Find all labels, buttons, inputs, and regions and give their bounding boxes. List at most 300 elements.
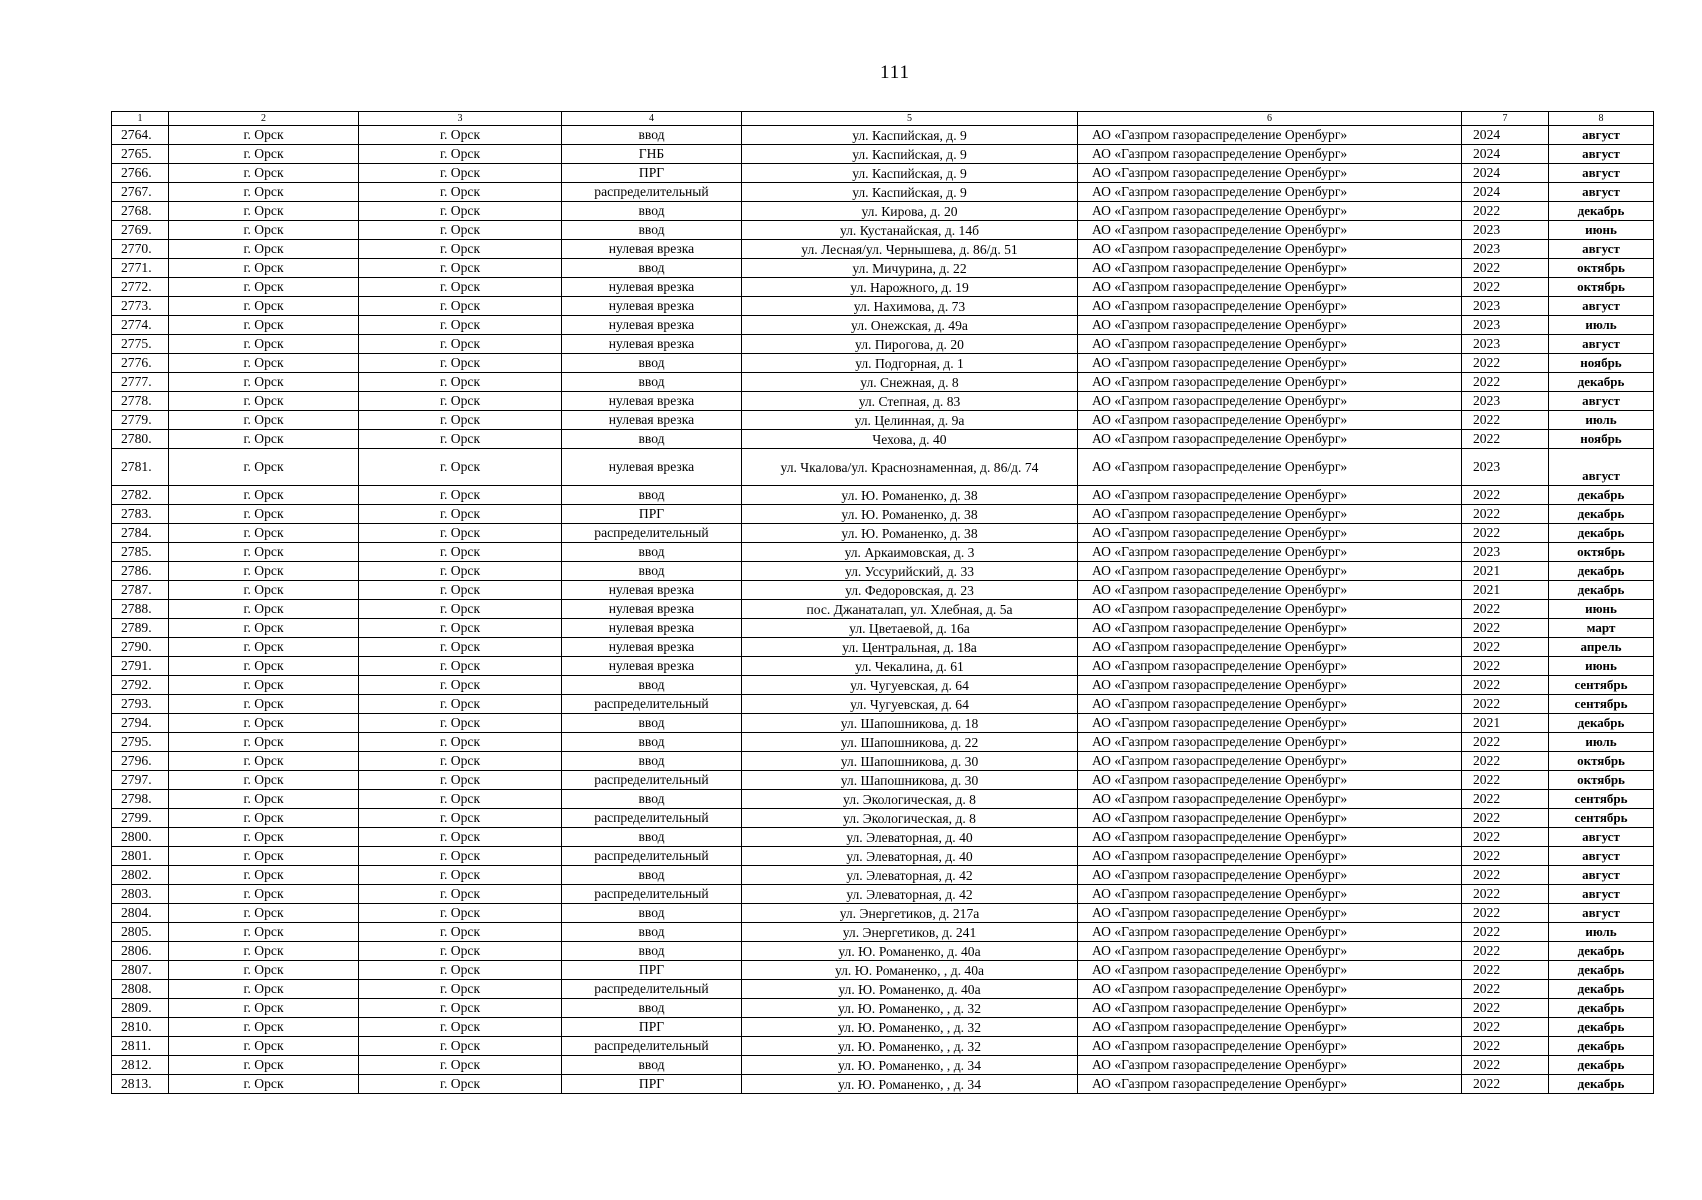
cell-month: октябрь: [1549, 771, 1654, 790]
cell-municipality: г. Орск: [169, 392, 359, 411]
cell-number: 2769.: [112, 221, 169, 240]
cell-month: декабрь: [1549, 524, 1654, 543]
cell-address: ул. Кустанайская, д. 14б: [742, 221, 1078, 240]
cell-number: 2766.: [112, 164, 169, 183]
cell-year: 2021: [1462, 562, 1549, 581]
cell-work-type: распределительный: [562, 183, 742, 202]
cell-work-type: ввод: [562, 486, 742, 505]
cell-organization: АО «Газпром газораспределение Оренбург»: [1078, 202, 1462, 221]
cell-address: ул. Пирогова, д. 20: [742, 335, 1078, 354]
cell-year: 2022: [1462, 1056, 1549, 1075]
cell-work-type: ввод: [562, 904, 742, 923]
cell-year: 2024: [1462, 183, 1549, 202]
cell-year: 2022: [1462, 486, 1549, 505]
cell-address: ул. Ю. Романенко, д. 40а: [742, 942, 1078, 961]
cell-municipality: г. Орск: [169, 316, 359, 335]
cell-address: ул. Чкалова/ул. Краснознаменная, д. 86/д. 74: [742, 449, 1078, 486]
cell-address: ул. Подгорная, д. 1: [742, 354, 1078, 373]
cell-address: ул. Энергетиков, д. 241: [742, 923, 1078, 942]
cell-municipality: г. Орск: [169, 183, 359, 202]
cell-work-type: ввод: [562, 202, 742, 221]
cell-municipality: г. Орск: [169, 524, 359, 543]
cell-address: ул. Чекалина, д. 61: [742, 657, 1078, 676]
cell-year: 2022: [1462, 619, 1549, 638]
cell-settlement: г. Орск: [359, 733, 562, 752]
cell-work-type: ввод: [562, 866, 742, 885]
cell-work-type: распределительный: [562, 980, 742, 999]
cell-settlement: г. Орск: [359, 619, 562, 638]
cell-month: декабрь: [1549, 581, 1654, 600]
cell-number: 2779.: [112, 411, 169, 430]
cell-month: декабрь: [1549, 202, 1654, 221]
cell-number: 2806.: [112, 942, 169, 961]
cell-settlement: г. Орск: [359, 1056, 562, 1075]
cell-number: 2793.: [112, 695, 169, 714]
table-row: [112, 316, 1654, 335]
cell-municipality: г. Орск: [169, 961, 359, 980]
table-row: [112, 904, 1654, 923]
cell-work-type: нулевая врезка: [562, 278, 742, 297]
cell-year: 2024: [1462, 164, 1549, 183]
table-row: [112, 828, 1654, 847]
table-row: [112, 695, 1654, 714]
cell-work-type: нулевая врезка: [562, 449, 742, 486]
cell-settlement: г. Орск: [359, 335, 562, 354]
cell-organization: АО «Газпром газораспределение Оренбург»: [1078, 676, 1462, 695]
table-row: [112, 183, 1654, 202]
table-row: [112, 562, 1654, 581]
table-row: [112, 866, 1654, 885]
cell-municipality: г. Орск: [169, 771, 359, 790]
cell-settlement: г. Орск: [359, 676, 562, 695]
cell-month: сентябрь: [1549, 676, 1654, 695]
cell-settlement: г. Орск: [359, 373, 562, 392]
cell-work-type: ПРГ: [562, 505, 742, 524]
cell-month: июнь: [1549, 657, 1654, 676]
cell-organization: АО «Газпром газораспределение Оренбург»: [1078, 449, 1462, 486]
cell-settlement: г. Орск: [359, 961, 562, 980]
cell-settlement: г. Орск: [359, 866, 562, 885]
cell-organization: АО «Газпром газораспределение Оренбург»: [1078, 714, 1462, 733]
cell-number: 2767.: [112, 183, 169, 202]
cell-month: август: [1549, 885, 1654, 904]
cell-municipality: г. Орск: [169, 866, 359, 885]
cell-organization: АО «Газпром газораспределение Оренбург»: [1078, 999, 1462, 1018]
cell-number: 2795.: [112, 733, 169, 752]
cell-organization: АО «Газпром газораспределение Оренбург»: [1078, 183, 1462, 202]
cell-work-type: ввод: [562, 543, 742, 562]
cell-municipality: г. Орск: [169, 505, 359, 524]
cell-work-type: распределительный: [562, 1037, 742, 1056]
table-row: [112, 411, 1654, 430]
cell-year: 2023: [1462, 221, 1549, 240]
cell-settlement: г. Орск: [359, 202, 562, 221]
cell-address: Чехова, д. 40: [742, 430, 1078, 449]
table-body: [112, 126, 1654, 1094]
cell-year: 2022: [1462, 828, 1549, 847]
cell-year: 2022: [1462, 942, 1549, 961]
cell-month: август: [1549, 240, 1654, 259]
cell-year: 2022: [1462, 1075, 1549, 1094]
cell-address: ул. Центральная, д. 18а: [742, 638, 1078, 657]
cell-year: 2023: [1462, 449, 1549, 486]
cell-address: ул. Ю. Романенко, , д. 40а: [742, 961, 1078, 980]
cell-settlement: г. Орск: [359, 828, 562, 847]
cell-organization: АО «Газпром газораспределение Оренбург»: [1078, 1075, 1462, 1094]
cell-month: декабрь: [1549, 999, 1654, 1018]
cell-month: август: [1549, 847, 1654, 866]
page-number: 111: [879, 62, 911, 83]
table-row: [112, 961, 1654, 980]
cell-municipality: г. Орск: [169, 543, 359, 562]
cell-address: ул. Мичурина, д. 22: [742, 259, 1078, 278]
cell-address: ул. Ю. Романенко, д. 38: [742, 486, 1078, 505]
cell-work-type: ввод: [562, 733, 742, 752]
cell-address: ул. Экологическая, д. 8: [742, 809, 1078, 828]
table-row: [112, 449, 1654, 486]
cell-number: 2809.: [112, 999, 169, 1018]
cell-year: 2022: [1462, 771, 1549, 790]
cell-month: октябрь: [1549, 543, 1654, 562]
table-row: [112, 885, 1654, 904]
cell-number: 2812.: [112, 1056, 169, 1075]
cell-organization: АО «Газпром газораспределение Оренбург»: [1078, 847, 1462, 866]
cell-work-type: ввод: [562, 373, 742, 392]
cell-municipality: г. Орск: [169, 297, 359, 316]
cell-organization: АО «Газпром газораспределение Оренбург»: [1078, 1018, 1462, 1037]
cell-organization: АО «Газпром газораспределение Оренбург»: [1078, 430, 1462, 449]
cell-year: 2022: [1462, 1018, 1549, 1037]
table-row: [112, 733, 1654, 752]
cell-municipality: г. Орск: [169, 1056, 359, 1075]
table-row: [112, 259, 1654, 278]
cell-work-type: распределительный: [562, 885, 742, 904]
cell-address: ул. Каспийская, д. 9: [742, 183, 1078, 202]
cell-organization: АО «Газпром газораспределение Оренбург»: [1078, 126, 1462, 145]
cell-year: 2022: [1462, 999, 1549, 1018]
cell-address: ул. Экологическая, д. 8: [742, 790, 1078, 809]
cell-year: 2021: [1462, 714, 1549, 733]
cell-organization: АО «Газпром газораспределение Оренбург»: [1078, 581, 1462, 600]
cell-organization: АО «Газпром газораспределение Оренбург»: [1078, 543, 1462, 562]
table-row: [112, 486, 1654, 505]
cell-month: август: [1549, 392, 1654, 411]
cell-municipality: г. Орск: [169, 942, 359, 961]
cell-month: октябрь: [1549, 278, 1654, 297]
cell-year: 2022: [1462, 524, 1549, 543]
cell-settlement: г. Орск: [359, 581, 562, 600]
cell-address: ул. Элеваторная, д. 40: [742, 828, 1078, 847]
cell-address: ул. Энергетиков, д. 217а: [742, 904, 1078, 923]
cell-month: август: [1549, 828, 1654, 847]
cell-settlement: г. Орск: [359, 809, 562, 828]
cell-settlement: г. Орск: [359, 524, 562, 543]
cell-number: 2764.: [112, 126, 169, 145]
cell-address: ул. Элеваторная, д. 42: [742, 866, 1078, 885]
cell-settlement: г. Орск: [359, 505, 562, 524]
cell-municipality: г. Орск: [169, 714, 359, 733]
table-row: [112, 809, 1654, 828]
cell-number: 2797.: [112, 771, 169, 790]
cell-month: декабрь: [1549, 961, 1654, 980]
table-row: [112, 923, 1654, 942]
cell-municipality: г. Орск: [169, 126, 359, 145]
cell-settlement: г. Орск: [359, 714, 562, 733]
cell-address: ул. Степная, д. 83: [742, 392, 1078, 411]
cell-year: 2024: [1462, 145, 1549, 164]
cell-organization: АО «Газпром газораспределение Оренбург»: [1078, 354, 1462, 373]
cell-municipality: г. Орск: [169, 335, 359, 354]
cell-month: декабрь: [1549, 1056, 1654, 1075]
cell-organization: АО «Газпром газораспределение Оренбург»: [1078, 942, 1462, 961]
cell-work-type: ввод: [562, 126, 742, 145]
header-col-8: 8: [1549, 112, 1654, 126]
cell-settlement: г. Орск: [359, 126, 562, 145]
cell-address: ул. Элеваторная, д. 42: [742, 885, 1078, 904]
cell-month: август: [1549, 126, 1654, 145]
cell-organization: АО «Газпром газораспределение Оренбург»: [1078, 486, 1462, 505]
cell-organization: АО «Газпром газораспределение Оренбург»: [1078, 885, 1462, 904]
cell-settlement: г. Орск: [359, 297, 562, 316]
cell-month: август: [1549, 449, 1654, 486]
cell-organization: АО «Газпром газораспределение Оренбург»: [1078, 524, 1462, 543]
cell-number: 2799.: [112, 809, 169, 828]
cell-municipality: г. Орск: [169, 809, 359, 828]
cell-address: ул. Онежская, д. 49а: [742, 316, 1078, 335]
table-row: [112, 164, 1654, 183]
cell-organization: АО «Газпром газораспределение Оренбург»: [1078, 600, 1462, 619]
cell-organization: АО «Газпром газораспределение Оренбург»: [1078, 695, 1462, 714]
header-col-3: 3: [359, 112, 562, 126]
cell-municipality: г. Орск: [169, 752, 359, 771]
cell-organization: АО «Газпром газораспределение Оренбург»: [1078, 335, 1462, 354]
cell-month: сентябрь: [1549, 809, 1654, 828]
cell-year: 2022: [1462, 790, 1549, 809]
cell-settlement: г. Орск: [359, 354, 562, 373]
cell-address: ул. Цветаевой, д. 16а: [742, 619, 1078, 638]
cell-organization: АО «Газпром газораспределение Оренбург»: [1078, 904, 1462, 923]
table-row: [112, 771, 1654, 790]
cell-settlement: г. Орск: [359, 638, 562, 657]
cell-work-type: ГНБ: [562, 145, 742, 164]
cell-settlement: г. Орск: [359, 145, 562, 164]
cell-work-type: распределительный: [562, 809, 742, 828]
cell-municipality: г. Орск: [169, 695, 359, 714]
cell-number: 2770.: [112, 240, 169, 259]
cell-work-type: ПРГ: [562, 961, 742, 980]
cell-number: 2785.: [112, 543, 169, 562]
cell-organization: АО «Газпром газораспределение Оренбург»: [1078, 240, 1462, 259]
data-table: [111, 111, 1654, 1094]
cell-organization: АО «Газпром газораспределение Оренбург»: [1078, 145, 1462, 164]
cell-month: октябрь: [1549, 752, 1654, 771]
header-row: [112, 112, 1654, 126]
cell-year: 2023: [1462, 543, 1549, 562]
cell-number: 2789.: [112, 619, 169, 638]
cell-address: ул. Шапошникова, д. 30: [742, 752, 1078, 771]
cell-address: ул. Аркаимовская, д. 3: [742, 543, 1078, 562]
cell-address: ул. Федоровская, д. 23: [742, 581, 1078, 600]
cell-month: декабрь: [1549, 980, 1654, 999]
cell-number: 2813.: [112, 1075, 169, 1094]
cell-settlement: г. Орск: [359, 543, 562, 562]
cell-address: ул. Ю. Романенко, , д. 32: [742, 1037, 1078, 1056]
cell-year: 2022: [1462, 600, 1549, 619]
cell-year: 2023: [1462, 240, 1549, 259]
cell-organization: АО «Газпром газораспределение Оренбург»: [1078, 221, 1462, 240]
cell-organization: АО «Газпром газораспределение Оренбург»: [1078, 923, 1462, 942]
table-row: [112, 297, 1654, 316]
cell-year: 2022: [1462, 904, 1549, 923]
cell-year: 2022: [1462, 505, 1549, 524]
cell-year: 2022: [1462, 373, 1549, 392]
table-row: [112, 524, 1654, 543]
cell-number: 2782.: [112, 486, 169, 505]
header-col-2: 2: [169, 112, 359, 126]
cell-settlement: г. Орск: [359, 486, 562, 505]
cell-settlement: г. Орск: [359, 164, 562, 183]
cell-organization: АО «Газпром газораспределение Оренбург»: [1078, 619, 1462, 638]
cell-month: сентябрь: [1549, 790, 1654, 809]
cell-work-type: ввод: [562, 999, 742, 1018]
cell-municipality: г. Орск: [169, 278, 359, 297]
cell-settlement: г. Орск: [359, 847, 562, 866]
cell-year: 2024: [1462, 126, 1549, 145]
cell-municipality: г. Орск: [169, 1037, 359, 1056]
table-row: [112, 657, 1654, 676]
cell-address: ул. Шапошникова, д. 30: [742, 771, 1078, 790]
table-row: [112, 581, 1654, 600]
table-row: [112, 847, 1654, 866]
cell-month: июнь: [1549, 221, 1654, 240]
table-row: [112, 1075, 1654, 1094]
cell-work-type: распределительный: [562, 771, 742, 790]
cell-work-type: распределительный: [562, 695, 742, 714]
cell-work-type: ввод: [562, 221, 742, 240]
cell-number: 2784.: [112, 524, 169, 543]
cell-year: 2022: [1462, 885, 1549, 904]
table-row: [112, 373, 1654, 392]
cell-organization: АО «Газпром газораспределение Оренбург»: [1078, 657, 1462, 676]
table-row: [112, 430, 1654, 449]
cell-municipality: г. Орск: [169, 221, 359, 240]
table-row: [112, 638, 1654, 657]
cell-work-type: нулевая врезка: [562, 240, 742, 259]
table-row: [112, 980, 1654, 999]
cell-month: август: [1549, 145, 1654, 164]
table-row: [112, 240, 1654, 259]
cell-year: 2023: [1462, 316, 1549, 335]
cell-year: 2022: [1462, 980, 1549, 999]
cell-work-type: нулевая врезка: [562, 411, 742, 430]
cell-number: 2796.: [112, 752, 169, 771]
cell-number: 2788.: [112, 600, 169, 619]
cell-municipality: г. Орск: [169, 733, 359, 752]
cell-month: октябрь: [1549, 259, 1654, 278]
cell-work-type: ПРГ: [562, 1075, 742, 1094]
cell-year: 2022: [1462, 430, 1549, 449]
cell-year: 2022: [1462, 657, 1549, 676]
cell-organization: АО «Газпром газораспределение Оренбург»: [1078, 790, 1462, 809]
cell-address: ул. Шапошникова, д. 18: [742, 714, 1078, 733]
cell-year: 2022: [1462, 259, 1549, 278]
cell-address: ул. Ю. Романенко, , д. 32: [742, 999, 1078, 1018]
cell-work-type: ввод: [562, 562, 742, 581]
cell-settlement: г. Орск: [359, 430, 562, 449]
cell-number: 2792.: [112, 676, 169, 695]
cell-year: 2023: [1462, 297, 1549, 316]
cell-organization: АО «Газпром газораспределение Оренбург»: [1078, 164, 1462, 183]
cell-year: 2022: [1462, 638, 1549, 657]
cell-work-type: нулевая врезка: [562, 335, 742, 354]
cell-month: декабрь: [1549, 1037, 1654, 1056]
cell-number: 2771.: [112, 259, 169, 278]
table-row: [112, 392, 1654, 411]
cell-address: ул. Ю. Романенко, , д. 34: [742, 1056, 1078, 1075]
cell-work-type: ввод: [562, 942, 742, 961]
cell-organization: АО «Газпром газораспределение Оренбург»: [1078, 392, 1462, 411]
cell-organization: АО «Газпром газораспределение Оренбург»: [1078, 505, 1462, 524]
cell-settlement: г. Орск: [359, 999, 562, 1018]
cell-municipality: г. Орск: [169, 904, 359, 923]
cell-organization: АО «Газпром газораспределение Оренбург»: [1078, 961, 1462, 980]
table-row: [112, 942, 1654, 961]
cell-month: декабрь: [1549, 1075, 1654, 1094]
cell-address: ул. Нарожного, д. 19: [742, 278, 1078, 297]
cell-month: декабрь: [1549, 373, 1654, 392]
cell-municipality: г. Орск: [169, 1075, 359, 1094]
cell-organization: АО «Газпром газораспределение Оренбург»: [1078, 411, 1462, 430]
cell-year: 2022: [1462, 202, 1549, 221]
cell-address: ул. Целинная, д. 9а: [742, 411, 1078, 430]
table-row: [112, 221, 1654, 240]
cell-municipality: г. Орск: [169, 1018, 359, 1037]
cell-settlement: г. Орск: [359, 885, 562, 904]
cell-month: июль: [1549, 733, 1654, 752]
cell-organization: АО «Газпром газораспределение Оренбург»: [1078, 866, 1462, 885]
header-col-7: 7: [1462, 112, 1549, 126]
cell-settlement: г. Орск: [359, 411, 562, 430]
cell-month: декабрь: [1549, 505, 1654, 524]
cell-year: 2022: [1462, 961, 1549, 980]
cell-number: 2777.: [112, 373, 169, 392]
cell-address: ул. Ю. Романенко, д. 38: [742, 524, 1078, 543]
table-row: [112, 354, 1654, 373]
cell-organization: АО «Газпром газораспределение Оренбург»: [1078, 733, 1462, 752]
cell-organization: АО «Газпром газораспределение Оренбург»: [1078, 809, 1462, 828]
cell-month: август: [1549, 164, 1654, 183]
cell-municipality: г. Орск: [169, 828, 359, 847]
header-col-1: 1: [112, 112, 169, 126]
cell-year: 2023: [1462, 392, 1549, 411]
cell-number: 2790.: [112, 638, 169, 657]
cell-work-type: ввод: [562, 354, 742, 373]
cell-year: 2022: [1462, 809, 1549, 828]
cell-year: 2022: [1462, 752, 1549, 771]
cell-work-type: ввод: [562, 1056, 742, 1075]
cell-year: 2022: [1462, 695, 1549, 714]
cell-month: март: [1549, 619, 1654, 638]
cell-address: ул. Чугуевская, д. 64: [742, 695, 1078, 714]
cell-settlement: г. Орск: [359, 278, 562, 297]
table-row: [112, 714, 1654, 733]
cell-work-type: нулевая врезка: [562, 316, 742, 335]
cell-settlement: г. Орск: [359, 1018, 562, 1037]
cell-municipality: г. Орск: [169, 145, 359, 164]
cell-organization: АО «Газпром газораспределение Оренбург»: [1078, 752, 1462, 771]
cell-municipality: г. Орск: [169, 411, 359, 430]
cell-number: 2768.: [112, 202, 169, 221]
